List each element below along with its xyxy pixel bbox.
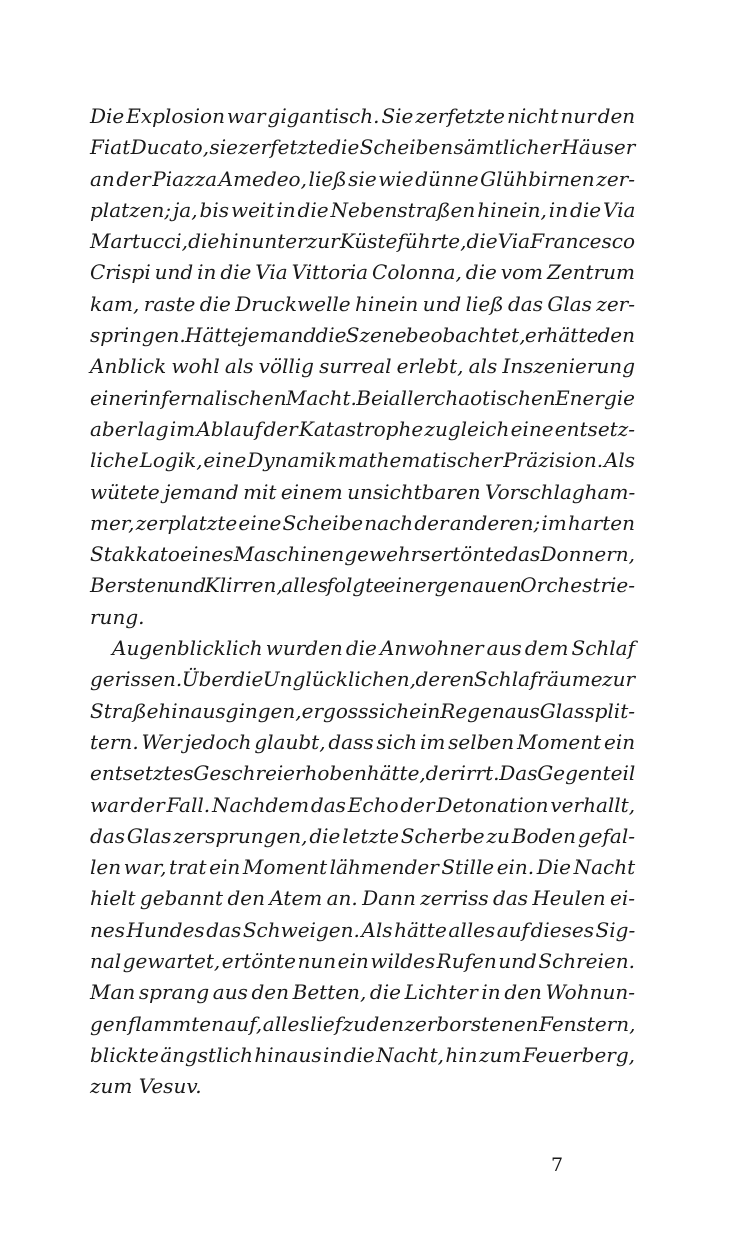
text-line: einer infernalischen Macht. Bei aller chaotischen Energie xyxy=(90,385,635,410)
text-line: gen flammten auf, alles lief zu den zerborstenen Fenstern, xyxy=(90,1011,636,1036)
text-line: zum Vesuv. xyxy=(90,1074,202,1099)
text-line: Anblick wohl als völlig surreal erlebt, als Inszenierung xyxy=(90,354,635,379)
text-line: wütete jemand mit einem unsichtbaren Vorschlagham- xyxy=(90,479,636,504)
text-line: entsetztes Geschrei erhoben hätte, der irrt. Das Gegenteil xyxy=(90,761,636,786)
text-line: aber lag im Ablauf der Katastrophe zugleich eine entsetz- xyxy=(90,416,635,441)
text-line: springen. Hätte jemand die Szene beobachtet, er hätte den xyxy=(90,323,635,348)
text-line: gerissen. Über die Unglücklichen, deren Schlafräume zur xyxy=(90,667,636,692)
text-line: Stakkato eines Maschinengewehrs ertönte das Donnern, xyxy=(90,542,635,567)
paragraph-2 xyxy=(90,633,635,1102)
text-line: platzen; ja, bis weit in die Nebenstraßen hinein, in die Via xyxy=(90,197,636,222)
text-line: Man sprang aus den Betten, die Lichter in den Wohnun- xyxy=(90,980,635,1005)
text-line: an der Piazza Amedeo, ließ sie wie dünne Glühbirnen zer- xyxy=(90,166,635,191)
text-line: kam, raste die Druckwelle hinein und ließ das Glas zer- xyxy=(90,291,635,316)
text-line: war der Fall. Nachdem das Echo der Detonation verhallt, xyxy=(90,792,636,817)
paragraph-1 xyxy=(90,101,635,633)
text-line: Augenblicklich wurden die Anwohner aus dem Schlaf xyxy=(112,636,635,661)
text-line: das Glas zersprungen, die letzte Scherbe zu Boden gefal- xyxy=(90,823,635,848)
text-line: hielt gebannt den Atem an. Dann zerriss das Heulen ei- xyxy=(90,886,635,911)
text-line: nes Hundes das Schweigen. Als hätte alles auf dieses Sig- xyxy=(90,917,636,942)
text-line: Bersten und Klirren, alles folgte einer genauen Orchestrie- xyxy=(90,573,635,598)
body-text xyxy=(90,101,635,1103)
text-line: Straße hinaus gingen, ergoss sich ein Regen aus Glassplit- xyxy=(90,698,635,723)
text-line: rung. xyxy=(90,604,145,629)
text-line: Martucci, die hinunter zur Küste führte, die Via Francesco xyxy=(90,229,635,254)
text-line: len war, trat ein Moment lähmender Stille ein. Die Nacht xyxy=(90,855,636,880)
text-line: Die Explosion war gigantisch. Sie zerfetzte nicht nur den xyxy=(90,104,636,128)
page-number: 7 xyxy=(551,1154,564,1176)
text-line: liche Logik, eine Dynamik mathematischer Präzision. Als xyxy=(90,448,636,473)
text-line: blickte ängstlich hinaus in die Nacht, hin zum Feuerberg, xyxy=(90,1042,635,1067)
text-line: mer, zerplatzte eine Scheibe nach der anderen; im harten xyxy=(90,510,635,535)
text-line: tern. Wer jedoch glaubt, dass sich im selben Moment ein xyxy=(90,729,636,754)
text-line: Crispi und in die Via Vittoria Colonna, die vom Zentrum xyxy=(90,260,635,285)
text-line: Fiat Ducato, sie zerfetzte die Scheiben sämtlicher Häuser xyxy=(90,135,636,160)
text-line: nal gewartet, ertönte nun ein wildes Rufen und Schreien. xyxy=(90,949,635,974)
